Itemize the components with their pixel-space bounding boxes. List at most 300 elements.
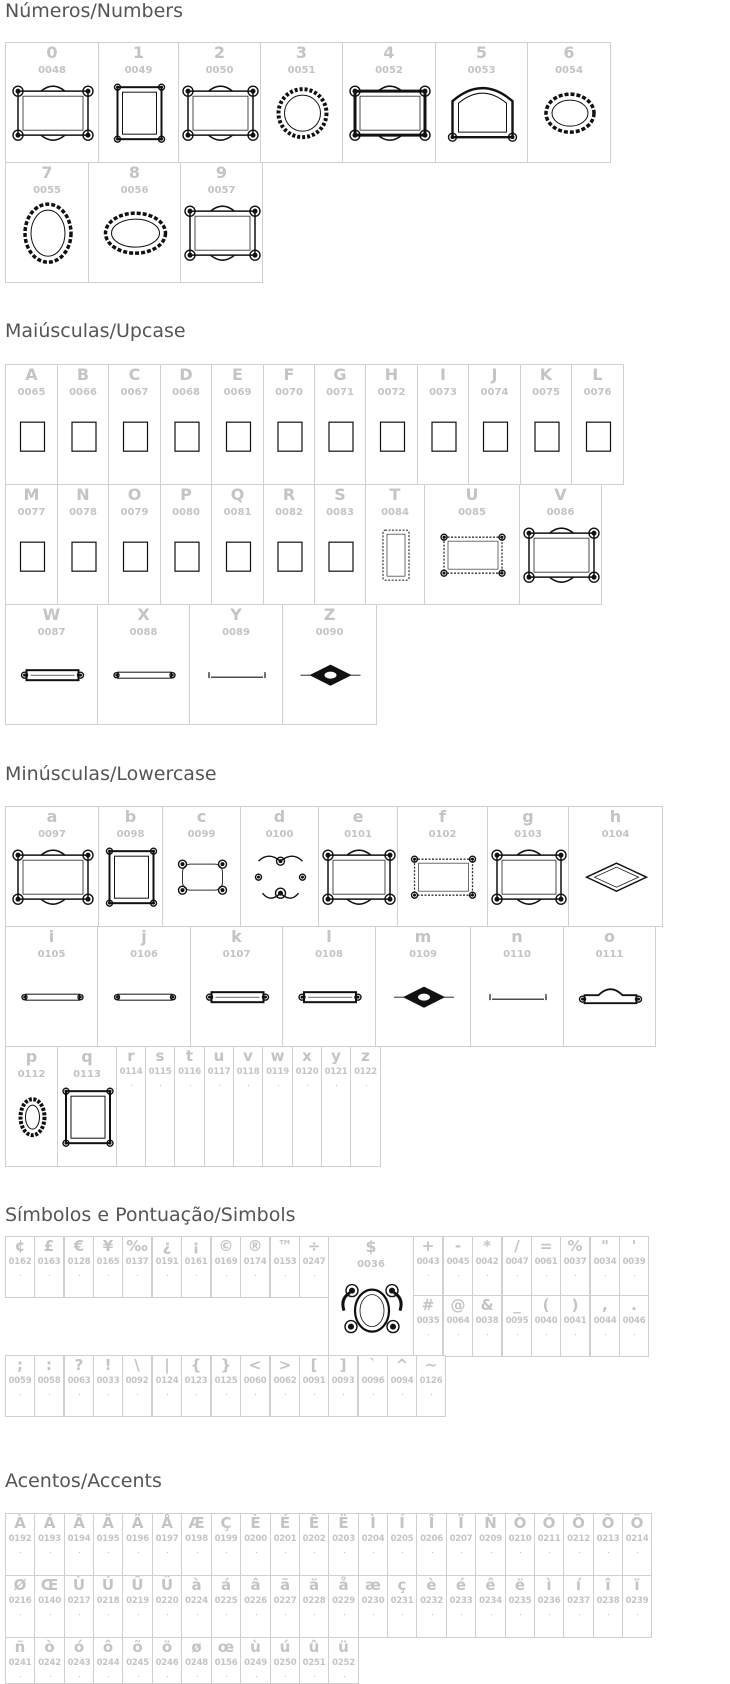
glyph-code: 0121 [324, 1067, 348, 1077]
glyph-cell [64, 1355, 94, 1417]
glyph-cell [468, 364, 521, 485]
blank-glyph [248, 1085, 249, 1086]
blank-glyph [285, 1676, 286, 1677]
blank-glyph [49, 1394, 50, 1395]
glyph-cell [365, 484, 425, 605]
glyph-cell [5, 1355, 35, 1417]
blank-glyph [314, 1676, 315, 1677]
glyph-cell [299, 1355, 329, 1417]
glyph-code: 0219 [126, 1596, 149, 1606]
glyph-cell [34, 1236, 64, 1298]
banner-thin-icon [98, 605, 190, 725]
glyph-char: ( [542, 1296, 550, 1314]
blank-glyph [285, 1275, 286, 1276]
blank-glyph [344, 1614, 345, 1615]
glyph-char: L [592, 365, 603, 384]
glyph-code: 0200 [244, 1534, 267, 1544]
empty-box-icon [469, 365, 521, 485]
frame-round-vertical-icon [6, 163, 89, 283]
glyph-char: ¢ [14, 1237, 26, 1255]
glyph-cell [358, 1513, 388, 1576]
blank-glyph [461, 1552, 462, 1553]
glyph-cell [416, 1575, 447, 1638]
glyph-cell [270, 1575, 300, 1638]
glyph-cell [5, 484, 58, 605]
blank-glyph [79, 1394, 80, 1395]
glyph-cell [622, 1513, 652, 1576]
glyph-code: 0072 [377, 387, 406, 398]
glyph-cell [64, 1236, 94, 1298]
glyph-char: æ [365, 1576, 381, 1594]
glyph-char: 1 [132, 43, 145, 62]
blank-glyph [167, 1552, 168, 1553]
glyph-char: Ü [160, 1576, 174, 1594]
glyph-code: 0118 [236, 1067, 260, 1077]
blank-glyph [50, 1676, 51, 1677]
glyph-char: l [326, 927, 332, 946]
glyph-code: 0109 [409, 949, 437, 960]
glyph-cell [593, 1513, 623, 1576]
blank-glyph [167, 1614, 168, 1615]
glyph-char: 3 [295, 43, 308, 62]
glyph-cell [531, 1236, 561, 1298]
blank-glyph [314, 1614, 315, 1615]
glyph-code: 0126 [419, 1376, 443, 1386]
blank-glyph [50, 1552, 51, 1553]
glyph-code: 0246 [155, 1658, 179, 1668]
glyph-code: 0115 [148, 1067, 172, 1077]
glyph-char: q [81, 1047, 93, 1066]
glyph-cell [5, 162, 89, 283]
glyph-char: Ê [308, 1514, 320, 1532]
blank-glyph [402, 1552, 403, 1553]
glyph-code: 0163 [37, 1257, 61, 1267]
glyph-code: 0236 [537, 1596, 561, 1606]
glyph-cell [108, 364, 161, 485]
empty-box-icon [264, 365, 315, 485]
glyph-cell [534, 1575, 564, 1638]
glyph-char: À [14, 1514, 26, 1532]
glyph-char: R [282, 485, 296, 504]
glyph-code: 0113 [73, 1069, 101, 1080]
glyph-cell [622, 1575, 652, 1638]
blank-glyph [314, 1275, 315, 1276]
glyph-code: 0194 [67, 1534, 91, 1544]
glyph-code: 0174 [243, 1257, 267, 1267]
section-symbols-title: Símbolos e Pontuação/Simbols [5, 1204, 296, 1226]
glyph-cell [34, 1355, 64, 1417]
blank-glyph [160, 1085, 161, 1086]
glyph-char: Â [73, 1514, 85, 1532]
blank-glyph [546, 1334, 547, 1335]
glyph-char: ç [397, 1576, 407, 1594]
glyph-char: t [185, 1047, 194, 1065]
glyph-cell [122, 1575, 153, 1638]
glyph-char: ¡ [192, 1237, 200, 1255]
blank-glyph [138, 1552, 139, 1553]
glyph-char: K [539, 365, 553, 384]
glyph-code: 0035 [416, 1316, 440, 1326]
glyph-cell [64, 1575, 94, 1638]
glyph-code: 0071 [326, 387, 354, 398]
glyph-cell [299, 1575, 329, 1638]
glyph-code: 0045 [446, 1257, 470, 1267]
glyph-char: C [128, 365, 141, 384]
glyph-cell [98, 806, 163, 927]
glyph-char: x [302, 1047, 312, 1065]
section-upcase-title: Maiúsculas/Upcase [5, 320, 186, 342]
glyph-char: | [164, 1356, 170, 1374]
glyph-code: 0110 [503, 949, 531, 960]
blank-glyph [605, 1334, 606, 1335]
empty-box-icon [366, 365, 418, 485]
glyph-char: Ó [542, 1514, 556, 1532]
banner-thin-icon [98, 927, 191, 1047]
blank-glyph [461, 1614, 462, 1615]
glyph-code: 0070 [275, 387, 303, 398]
glyph-code: 0204 [361, 1534, 385, 1544]
glyph-char: å [338, 1576, 349, 1594]
glyph-code: 0111 [595, 949, 624, 960]
glyph-code: 0037 [563, 1257, 587, 1267]
blank-glyph [167, 1394, 168, 1395]
glyph-char: Ä [131, 1514, 144, 1532]
glyph-code: 0205 [390, 1534, 414, 1544]
blank-glyph [20, 1676, 21, 1677]
glyph-char: 4 [383, 43, 395, 62]
glyph-cell [64, 1513, 94, 1576]
blank-glyph [575, 1275, 576, 1276]
glyph-char: { [190, 1356, 202, 1374]
glyph-code: 0207 [449, 1534, 473, 1544]
blank-glyph [226, 1275, 227, 1276]
glyph-cell [181, 1236, 211, 1298]
glyph-cell [299, 1513, 329, 1576]
glyph-char: ö [161, 1638, 173, 1656]
glyph-cell [531, 1295, 561, 1357]
blank-glyph [137, 1275, 138, 1276]
empty-box-icon [212, 485, 264, 605]
glyph-code: 0049 [124, 65, 153, 76]
glyph-char: T [389, 485, 401, 504]
glyph-code: 0095 [505, 1316, 529, 1326]
glyph-cell [505, 1513, 535, 1576]
glyph-cell [328, 1355, 358, 1417]
glyph-cell [181, 1355, 211, 1417]
glyph-cell [416, 1513, 447, 1576]
glyph-cell [472, 1295, 502, 1357]
section-lowercase-title: Minúsculas/Lowercase [5, 763, 217, 785]
blank-glyph [256, 1614, 257, 1615]
glyph-char: ô [102, 1638, 114, 1656]
glyph-cell [122, 1236, 152, 1298]
blank-glyph [431, 1394, 432, 1395]
glyph-cell [417, 364, 469, 485]
glyph-cell [211, 1637, 241, 1684]
glyph-char: \ [134, 1356, 140, 1374]
glyph-cell [5, 806, 99, 927]
glyph-char: " [601, 1237, 609, 1255]
glyph-cell [527, 42, 611, 163]
blank-glyph [344, 1552, 345, 1553]
glyph-char: Ç [220, 1514, 232, 1532]
glyph-char: a [46, 807, 58, 826]
glyph-char: E [232, 365, 243, 384]
glyph-cell [560, 1295, 590, 1357]
empty-box-icon [315, 485, 366, 605]
glyph-cell [365, 364, 418, 485]
glyph-char: - [454, 1237, 462, 1255]
glyph-char: € [73, 1237, 85, 1255]
glyph-code: 0234 [479, 1596, 502, 1606]
glyph-code: 0087 [37, 627, 66, 638]
glyph-code: 0211 [537, 1534, 561, 1544]
glyph-char: # [421, 1296, 435, 1314]
glyph-code: 0063 [67, 1376, 91, 1386]
glyph-cell [233, 1046, 263, 1167]
glyph-cell [178, 42, 261, 163]
glyph-char: Å [161, 1514, 173, 1532]
glyph-code: 0108 [315, 949, 343, 960]
glyph-cell [211, 1355, 241, 1417]
glyph-code: 0117 [207, 1067, 231, 1077]
glyph-code: 0225 [214, 1596, 238, 1606]
glyph-char: ? [74, 1356, 84, 1374]
glyph-char: V [554, 485, 567, 504]
glyph-code: 0237 [567, 1596, 590, 1606]
glyph-cell [211, 1575, 241, 1638]
glyph-code: 0101 [344, 829, 372, 840]
glyph-cell [211, 484, 264, 605]
glyph-cell [97, 926, 191, 1047]
glyph-char: Ø [13, 1576, 27, 1594]
glyph-char: < [248, 1356, 262, 1374]
glyph-char: 7 [41, 163, 53, 182]
glyph-char: ` [369, 1356, 377, 1374]
glyph-char: ù [250, 1638, 261, 1656]
glyph-code: 0196 [126, 1534, 149, 1544]
blank-glyph [167, 1275, 168, 1276]
glyph-char: ™ [277, 1237, 293, 1255]
glyph-code: 0210 [508, 1534, 532, 1544]
blank-glyph [197, 1552, 198, 1553]
glyph-cell [292, 1046, 322, 1167]
glyph-cell [375, 926, 471, 1047]
glyph-cell [358, 1575, 388, 1638]
glyph-char: Ò [513, 1514, 527, 1532]
glyph-cell [560, 1236, 590, 1298]
blank-glyph [138, 1676, 139, 1677]
glyph-code: 0161 [184, 1257, 208, 1267]
glyph-cell [5, 42, 99, 163]
glyph-cell [328, 1513, 359, 1576]
glyph-char: ï [634, 1576, 640, 1594]
empty-box-icon [58, 365, 109, 485]
glyph-code: 0036 [357, 1259, 385, 1270]
glyph-cell [282, 604, 377, 725]
glyph-char: A [25, 365, 38, 384]
glyph-code: 0220 [155, 1596, 179, 1606]
glyph-char: Q [230, 485, 245, 504]
glyph-code: 0124 [155, 1376, 179, 1386]
glyph-char: ~ [424, 1356, 438, 1374]
glyph-code: 0069 [223, 387, 252, 398]
glyph-char: > [278, 1356, 292, 1374]
glyph-cell [328, 1575, 359, 1638]
glyph-cell [590, 1295, 620, 1357]
glyph-cell [152, 1513, 182, 1576]
glyph-code: 0048 [38, 65, 66, 76]
glyph-cell [5, 926, 98, 1047]
glyph-char: Ú [101, 1576, 115, 1594]
glyph-code: 0051 [287, 65, 316, 76]
glyph-code: 0084 [381, 507, 409, 518]
glyph-char: h [609, 807, 622, 826]
glyph-char: 5 [475, 43, 488, 62]
blank-glyph [608, 1552, 609, 1553]
frame-heavy-baroque-icon [343, 43, 436, 163]
blank-glyph [336, 1085, 337, 1086]
frame-double-square-icon [99, 43, 179, 163]
banner-line-icon [471, 927, 564, 1047]
glyph-cell [472, 1236, 502, 1298]
glyph-code: 0250 [273, 1658, 297, 1668]
glyph-char: ¥ [102, 1237, 114, 1255]
glyph-cell [563, 926, 656, 1047]
glyph-char: è [426, 1576, 437, 1594]
glyph-char: ; [17, 1356, 23, 1374]
glyph-code: 0213 [596, 1534, 620, 1544]
banner-line-icon [190, 605, 283, 725]
glyph-char: ‰ [126, 1237, 148, 1255]
glyph-code: 0216 [8, 1596, 32, 1606]
empty-box-icon [315, 365, 366, 485]
glyph-cell [416, 1355, 446, 1417]
empty-box-icon [161, 485, 212, 605]
glyph-code: 0202 [302, 1534, 326, 1544]
glyph-code: 0081 [223, 507, 252, 518]
glyph-char: W [42, 605, 61, 624]
glyph-char: G [333, 365, 347, 384]
glyph-cell [57, 1046, 117, 1167]
blank-glyph [373, 1614, 374, 1615]
glyph-char: . [631, 1296, 637, 1314]
glyph-cell [534, 1513, 564, 1576]
glyph-char: ã [279, 1576, 291, 1594]
frame-tall-rect-icon [58, 1047, 117, 1167]
glyph-cell [211, 1513, 241, 1576]
frame-arched-icon [436, 43, 528, 163]
blank-glyph [579, 1552, 580, 1553]
glyph-char: ñ [14, 1638, 26, 1656]
glyph-cell [240, 1236, 270, 1298]
blank-glyph [373, 1394, 374, 1395]
glyph-cell [64, 1637, 94, 1684]
glyph-code: 0112 [17, 1069, 46, 1080]
glyph-code: 0123 [184, 1376, 208, 1386]
glyph-code: 0209 [479, 1534, 502, 1544]
glyph-char: 2 [213, 43, 226, 62]
glyph-code: 0042 [475, 1257, 499, 1267]
glyph-char: Y [230, 605, 242, 624]
blank-glyph [608, 1614, 609, 1615]
frame-oval-icon [528, 43, 611, 163]
glyph-cell [240, 1355, 270, 1417]
glyph-char: e [352, 807, 364, 826]
frame-round-wreath-icon [261, 43, 343, 163]
blank-glyph [131, 1085, 132, 1086]
empty-box-icon [6, 485, 58, 605]
glyph-code: 0039 [622, 1257, 646, 1267]
glyph-cell [122, 1355, 152, 1417]
blank-glyph [226, 1552, 227, 1553]
blank-glyph [634, 1334, 635, 1335]
glyph-cell [122, 1513, 153, 1576]
glyph-code: 0238 [596, 1596, 620, 1606]
glyph-cell [152, 1637, 182, 1684]
glyph-char: ^ [395, 1356, 409, 1374]
glyph-char: c [196, 807, 207, 826]
blank-glyph [190, 1085, 191, 1086]
glyph-cell [152, 1355, 182, 1417]
glyph-char: U [465, 485, 479, 504]
glyph-char: ÷ [307, 1237, 321, 1255]
glyph-code: 0047 [505, 1257, 529, 1267]
glyph-cell [93, 1637, 123, 1684]
glyph-cell [260, 42, 343, 163]
glyph-char: % [567, 1237, 583, 1255]
blank-glyph [278, 1085, 279, 1086]
glyph-code: 0198 [185, 1534, 208, 1544]
glyph-char: g [522, 807, 534, 826]
glyph-code: 0058 [37, 1376, 61, 1386]
glyph-cell [190, 926, 283, 1047]
glyph-cell [328, 1637, 359, 1684]
glyph-cell [263, 364, 315, 485]
glyph-code: 0060 [243, 1376, 267, 1386]
glyph-char: Î [428, 1514, 435, 1532]
glyph-code: 0050 [205, 65, 234, 76]
glyph-code: 0125 [214, 1376, 238, 1386]
glyph-cell [34, 1513, 65, 1576]
glyph-code: 0239 [625, 1596, 649, 1606]
glyph-code: 0244 [96, 1658, 120, 1668]
blank-glyph [108, 1552, 109, 1553]
glyph-cell [270, 1637, 300, 1684]
glyph-code: 0105 [37, 949, 66, 960]
glyph-code: 0191 [155, 1257, 179, 1267]
glyph-cell [98, 42, 179, 163]
glyph-cell [211, 1236, 241, 1298]
glyph-char: ì [546, 1576, 552, 1594]
glyph-cell [160, 484, 212, 605]
glyph-char: 0 [46, 43, 58, 62]
glyph-code: 0116 [178, 1067, 201, 1077]
glyph-code: 0243 [67, 1658, 91, 1668]
glyph-code: 0098 [116, 829, 145, 840]
glyph-cell [162, 806, 241, 927]
glyph-char: F [283, 365, 295, 384]
glyph-code: 0078 [69, 507, 97, 518]
blank-glyph [20, 1614, 21, 1615]
glyph-code: 0066 [69, 387, 97, 398]
glyph-code: 0079 [120, 507, 149, 518]
glyph-char: X [137, 605, 150, 624]
frame-oval-wide-icon [89, 163, 181, 283]
glyph-cell [5, 1637, 35, 1684]
glyph-cell [563, 1513, 594, 1576]
glyph-char: * [483, 1237, 491, 1255]
